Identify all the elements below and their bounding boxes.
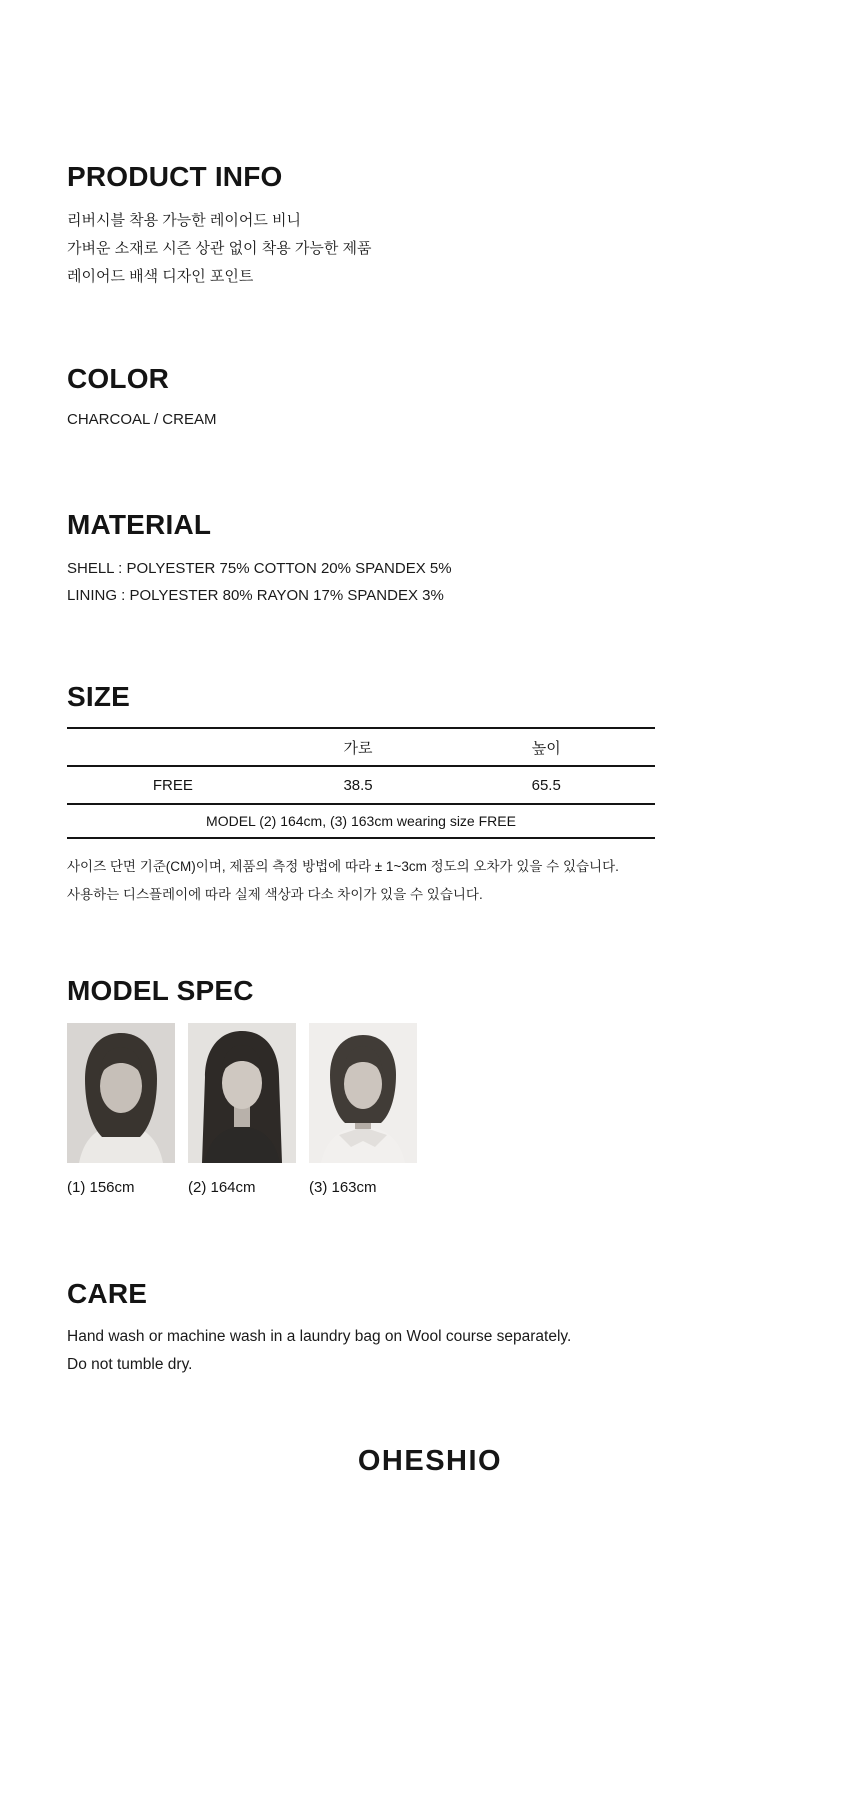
size-table-header-width: 가로 [343, 739, 373, 757]
material-lining-line: LINING : POLYESTER 80% RAYON 17% SPANDEX 3% [67, 587, 444, 604]
model-photos-row [67, 1023, 655, 1163]
size-table-header-row [67, 728, 655, 766]
section-title-care: CARE [67, 1278, 148, 1309]
model-1-portrait-image [67, 1023, 175, 1163]
section-title-color: COLOR [67, 363, 170, 394]
section-title-product-info: PRODUCT INFO [67, 161, 283, 192]
color-value: CHARCOAL / CREAM [67, 411, 217, 428]
model-photo-1 [67, 1023, 175, 1163]
size-table [67, 727, 655, 839]
size-cell-height: 65.5 [531, 776, 561, 794]
section-title-model-spec: MODEL SPEC [67, 975, 254, 1006]
content-column [0, 161, 655, 1657]
model-photo-2 [188, 1023, 296, 1163]
care-line-dry: Do not tumble dry. [67, 1356, 193, 1373]
size-table-header-height: 높이 [531, 739, 561, 757]
size-note-tolerance: 사이즈 단면 기준(CM)이며, 제품의 측정 방법에 따라 ± 1~3cm 정도의 오차가 있을 수 있습니다. [67, 859, 619, 874]
size-table-footnote-row [67, 804, 655, 838]
size-notes [67, 853, 655, 909]
brand-logo: OHESHIO [357, 1445, 503, 1477]
model-1-height-label: (1) 156cm [67, 1179, 135, 1196]
section-title-size: SIZE [67, 681, 131, 712]
product-info-text [67, 207, 655, 291]
product-info-line: 리버시블 착용 가능한 레이어드 비니 [67, 212, 302, 229]
model-captions-row [67, 1177, 655, 1198]
size-cell-width: 38.5 [343, 776, 373, 794]
material-shell-line: SHELL : POLYESTER 75% COTTON 20% SPANDEX 5% [67, 560, 452, 577]
model-2-height-label: (2) 164cm [188, 1179, 256, 1196]
size-table-footnote: MODEL (2) 164cm, (3) 163cm wearing size FREE [206, 813, 516, 829]
model-3-portrait-image [309, 1023, 417, 1163]
model-3-height-label: (3) 163cm [309, 1179, 377, 1196]
model-photo-3 [309, 1023, 417, 1163]
size-table-row-free [67, 766, 655, 804]
size-cell-size-name: FREE [152, 776, 193, 794]
product-detail-page [0, 161, 860, 1817]
product-info-line: 레이어드 배색 디자인 포인트 [67, 268, 254, 285]
material-text [67, 555, 655, 609]
size-note-display: 사용하는 디스플레이에 따라 실제 색상과 다소 차이가 있을 수 있습니다. [67, 887, 483, 902]
section-title-material: MATERIAL [67, 509, 212, 540]
model-2-portrait-image [188, 1023, 296, 1163]
size-table-header-empty [67, 728, 279, 766]
care-text [67, 1323, 655, 1379]
care-line-wash: Hand wash or machine wash in a laundry bag on Wool course separately. [67, 1328, 572, 1345]
product-info-line: 가벼운 소재로 시즌 상관 없이 착용 가능한 제품 [67, 240, 372, 257]
